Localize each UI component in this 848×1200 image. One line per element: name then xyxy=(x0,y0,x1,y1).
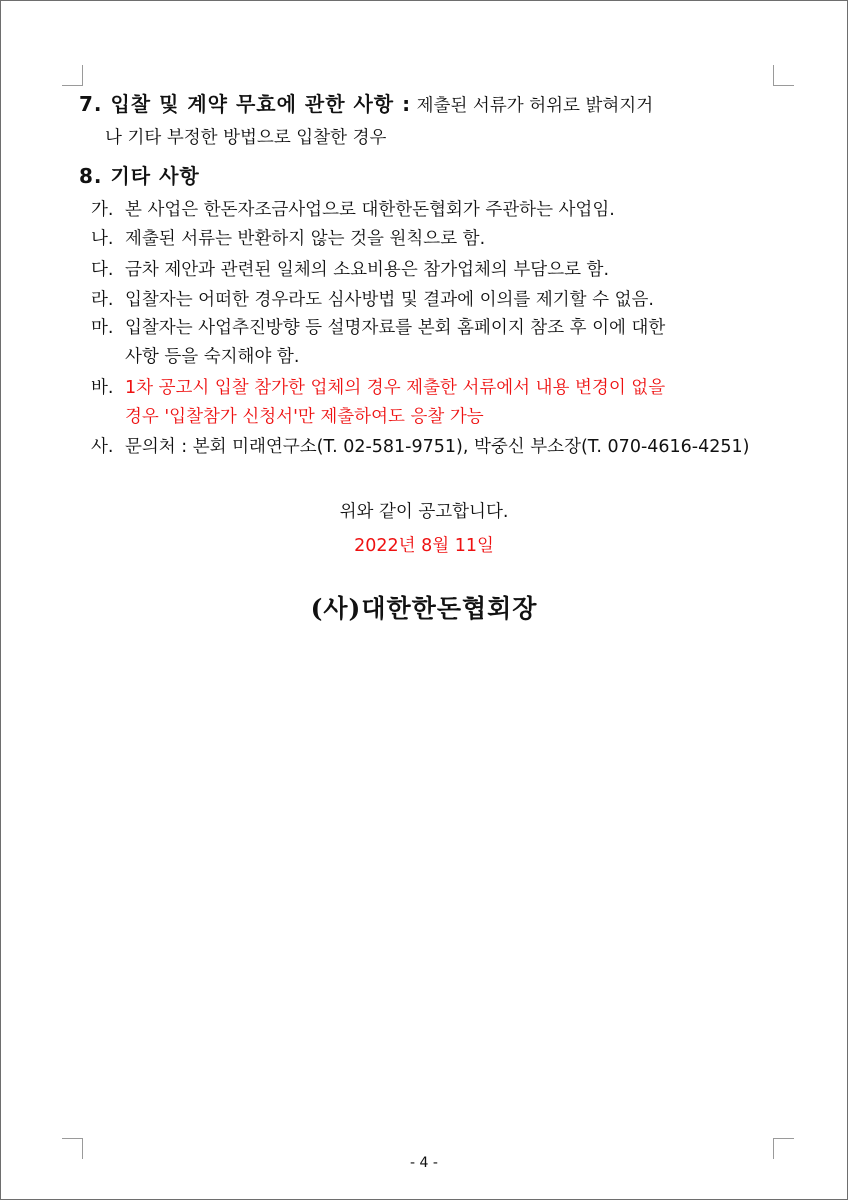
list-marker: 나. xyxy=(91,229,114,249)
list-marker: 다. xyxy=(91,260,114,280)
list-item-text: 문의처 : 본회 미래연구소(T. 02-581-9751), 박중신 부소장(T. 070-4616-4251) xyxy=(125,437,750,457)
list-marker: 라. xyxy=(91,290,114,310)
section-7-heading: 7. 입찰 및 계약 무효에 관한 사항 : xyxy=(79,92,412,116)
list-item-ga xyxy=(91,198,615,222)
list-item-na xyxy=(91,227,485,251)
list-marker: 마. xyxy=(91,318,114,338)
list-item-ba xyxy=(91,376,665,400)
list-item-text: 입찰자는 어떠한 경우라도 심사방법 및 결과에 이의를 제기할 수 없음. xyxy=(125,290,654,310)
list-item-text: 입찰자는 사업추진방향 등 설명자료를 본회 홈페이지 참조 후 이에 대한 xyxy=(125,318,666,338)
section-7-text: 제출된 서류가 허위로 밝혀지거 xyxy=(411,96,654,116)
list-item-text: 제출된 서류는 반환하지 않는 것을 원칙으로 함. xyxy=(125,229,486,249)
list-item-ra xyxy=(91,288,654,312)
section-7-line-2: 나 기타 부정한 방법으로 입찰한 경우 xyxy=(105,128,387,148)
list-item-text-highlighted: 1차 공고시 입찰 참가한 업체의 경우 제출한 서류에서 내용 변경이 없을 xyxy=(125,378,666,398)
list-item-text: 본 사업은 한돈자조금사업으로 대한한돈협회가 주관하는 사업임. xyxy=(125,200,615,220)
issuer-signature: (사)대한한돈협회장 xyxy=(310,594,538,623)
list-item-sa xyxy=(91,435,749,459)
closing-statement: 위와 같이 공고합니다. xyxy=(339,502,509,522)
list-item-da xyxy=(91,258,609,282)
list-marker: 사. xyxy=(91,437,114,457)
list-item-ma xyxy=(91,316,665,340)
crop-mark-top-right xyxy=(773,65,794,86)
page-number: - 4 - xyxy=(410,1155,438,1171)
list-marker: 가. xyxy=(91,200,114,220)
list-item-ba-continuation: 경우 '입찰참가 신청서'만 제출하여도 응찰 가능 xyxy=(125,407,484,427)
announcement-date: 2022년 8월 11일 xyxy=(354,536,494,556)
list-item-text: 금차 제안과 관련된 일체의 소요비용은 참가업체의 부담으로 함. xyxy=(125,260,610,280)
section-8-heading: 8. 기타 사항 xyxy=(79,164,200,188)
list-item-ma-continuation: 사항 등을 숙지해야 함. xyxy=(125,347,300,367)
crop-mark-top-left xyxy=(62,65,83,86)
section-7-line-1 xyxy=(79,92,653,118)
list-marker: 바. xyxy=(91,378,114,398)
